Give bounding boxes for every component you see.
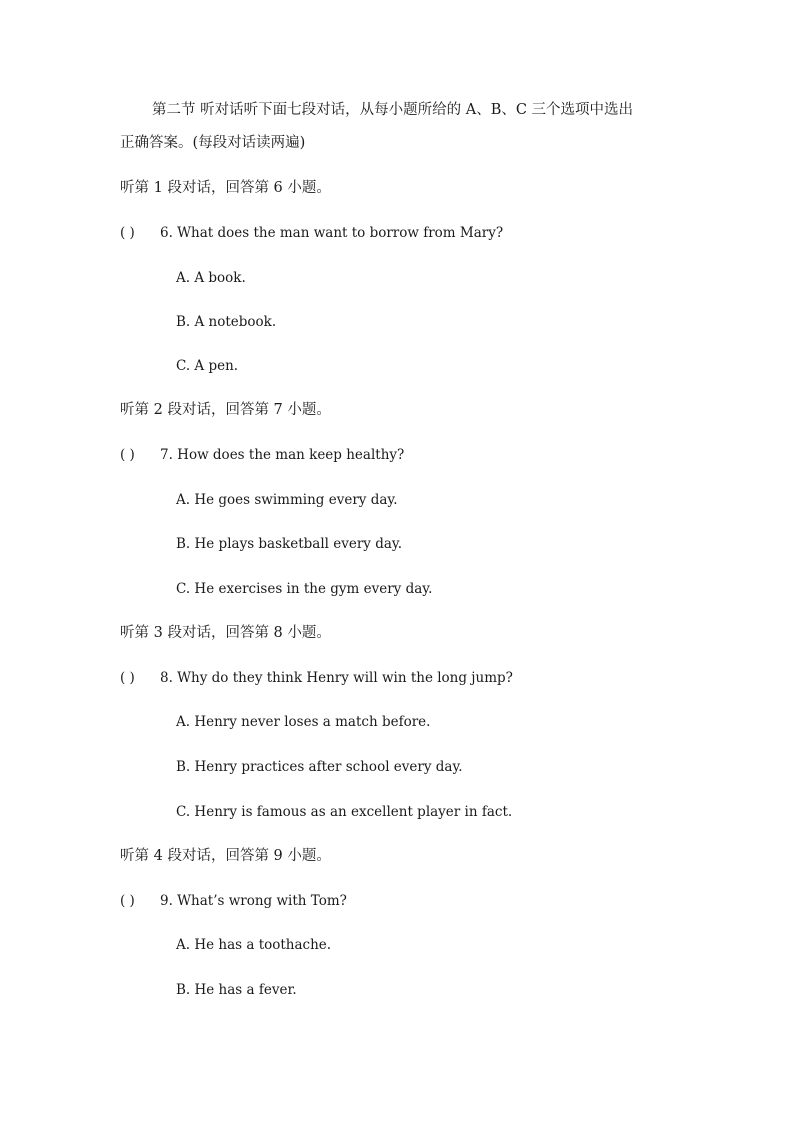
dialogue-header-1: 听第 1 段对话，回答第 6 小题。 [120,180,331,196]
question-8 [120,668,513,688]
answer-blank: ( ) [120,670,135,686]
option-8a: A. Henry never loses a match before. [176,714,431,730]
dialogue-header-4: 听第 4 段对话，回答第 9 小题。 [120,848,331,864]
section-intro-line-1: 第二节 听对话听下面七段对话，从每小题所给的 A、B、C 三个选项中选出 [152,102,634,118]
question-text: 9. What’s wrong with Tom? [160,893,347,909]
dialogue-header-3: 听第 3 段对话，回答第 8 小题。 [120,625,331,641]
answer-blank: ( ) [120,893,135,909]
answer-blank: ( ) [120,447,135,463]
option-7a: A. He goes swimming every day. [176,492,398,508]
question-text: 8. Why do they think Henry will win the long jump? [160,670,513,686]
question-6 [120,223,503,243]
option-8b: B. Henry practices after school every day. [176,759,463,775]
dialogue-header-2: 听第 2 段对话，回答第 7 小题。 [120,402,331,418]
question-text: 7. How does the man keep healthy? [160,447,405,463]
option-7c: C. He exercises in the gym every day. [176,581,433,597]
question-7 [120,445,404,465]
option-7b: B. He plays basketball every day. [176,536,403,552]
question-text: 6. What does the man want to borrow from Mary? [160,225,504,241]
answer-blank: ( ) [120,225,135,241]
option-8c: C. Henry is famous as an excellent player in fact. [176,804,513,820]
option-6c: C. A pen. [176,358,239,374]
option-9a: A. He has a toothache. [176,937,332,953]
section-intro-line-2: 正确答案。(每段对话读两遍) [120,135,306,151]
option-6b: B. A notebook. [176,314,277,330]
option-6a: A. A book. [176,270,246,286]
question-9 [120,891,347,911]
option-9b: B. He has a fever. [176,982,297,998]
